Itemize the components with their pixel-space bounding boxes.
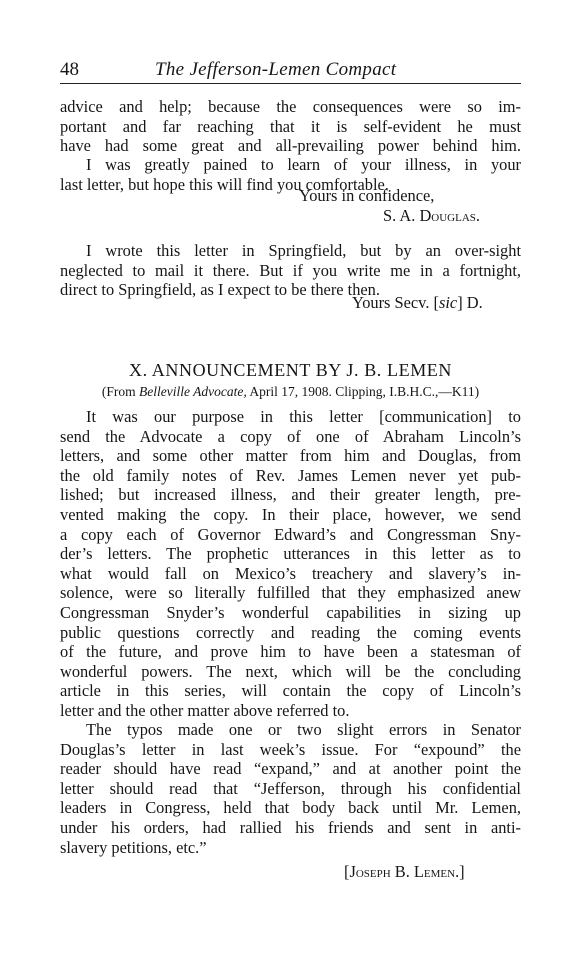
text-line: letter should read that “Jefferson, through his confidential xyxy=(60,778,521,798)
text-line: last letter, but hope this will find you comfortable. xyxy=(60,174,389,194)
text-line: article in this series, will contain the copy of Lincoln’s xyxy=(60,681,521,701)
text-line: neglected to mail it there. But if you write me in a fortnight, xyxy=(60,260,521,280)
text-line: leaders in Congress, held that body back until Mr. Lemen, xyxy=(60,798,521,818)
text-line: letters, and some other matter from him and Douglas, from xyxy=(60,446,521,466)
letter-closing: Yours in confidence, xyxy=(299,186,435,205)
text-line: direct to Springfield, as I expect to be there then. xyxy=(60,280,380,300)
text-line: letter and the other matter above referred to. xyxy=(60,700,350,720)
body-paragraph-2 xyxy=(60,720,521,857)
text-line: lished; but increased illness, and their greater length, pre- xyxy=(60,485,521,505)
source-prefix: (From xyxy=(101,384,140,399)
text-line: vented making the copy. In their place, however, we send xyxy=(60,504,521,524)
source-citation xyxy=(60,384,521,400)
text-line: of the future, and prove him to have been a statesman of xyxy=(60,642,521,662)
text-line: Douglas’s letter in last week’s issue. For “expound” the xyxy=(60,739,521,759)
body-paragraph-1 xyxy=(60,407,521,721)
text-line: send the Advocate a copy of one of Abraham Lincoln’s xyxy=(60,426,521,446)
article-signature: [Joseph B. Lemen.] xyxy=(344,862,465,881)
text-line: The typos made one or two slight errors in Senator xyxy=(86,720,521,739)
postscript-signoff xyxy=(352,293,483,313)
text-line: I wrote this letter in Springfield, but by an over-sight xyxy=(86,241,521,260)
section-title: X. ANNOUNCEMENT BY J. B. LEMEN xyxy=(128,360,452,380)
letter-signature: S. A. Douglas. xyxy=(383,206,480,225)
text-line: Congressman Snyder’s wonderful capabilities in sizing up xyxy=(60,602,521,622)
letter-paragraph-continued xyxy=(60,97,521,156)
text-line: what would fall on Mexico’s treachery and slavery’s in- xyxy=(60,563,521,583)
postscript-paragraph xyxy=(60,241,521,300)
text-line: public questions correctly and reading the coming events xyxy=(60,622,521,642)
letter-paragraph-2 xyxy=(60,155,521,194)
text-line: have had some great and all-prevailing power behind him. xyxy=(60,136,521,156)
page-number: 48 xyxy=(60,59,79,80)
text-line: der’s letters. The prophetic utterances in this letter as to xyxy=(60,544,521,564)
page-header xyxy=(60,59,521,84)
text-line: a copy each of Governor Edward’s and Congressman Sny- xyxy=(60,524,521,544)
text-line: under his orders, had rallied his friends and sent in anti- xyxy=(60,817,521,837)
text-line: It was our purpose in this letter [communication] to xyxy=(86,407,521,426)
text-line: portant and far reaching that it is self-evident he must xyxy=(60,116,521,136)
text-line: solence, were so literally fulfilled that they emphasized anew xyxy=(60,583,521,603)
text-line: the old family notes of Rev. James Lemen never yet pub- xyxy=(60,465,521,485)
text-line: slavery petitions, etc.” xyxy=(60,837,207,857)
signoff-initial: ] D. xyxy=(457,293,483,312)
signoff-text: Yours Secv. [ xyxy=(352,293,439,312)
sic-marker: sic xyxy=(438,293,458,312)
source-details: April 17, 1908. Clipping, I.B.H.C.,—K11) xyxy=(246,384,480,399)
text-line: I was greatly pained to learn of your illness, in your xyxy=(86,155,521,174)
source-newspaper: Belleville Advocate, xyxy=(139,384,247,399)
text-line: wonderful powers. The next, which will be the concluding xyxy=(60,661,521,681)
text-line: advice and help; because the consequences were so im- xyxy=(60,97,521,116)
text-line: reader should have read “expand,” and at another point the xyxy=(60,759,521,779)
running-title: The Jefferson-Lemen Compact xyxy=(155,59,397,80)
